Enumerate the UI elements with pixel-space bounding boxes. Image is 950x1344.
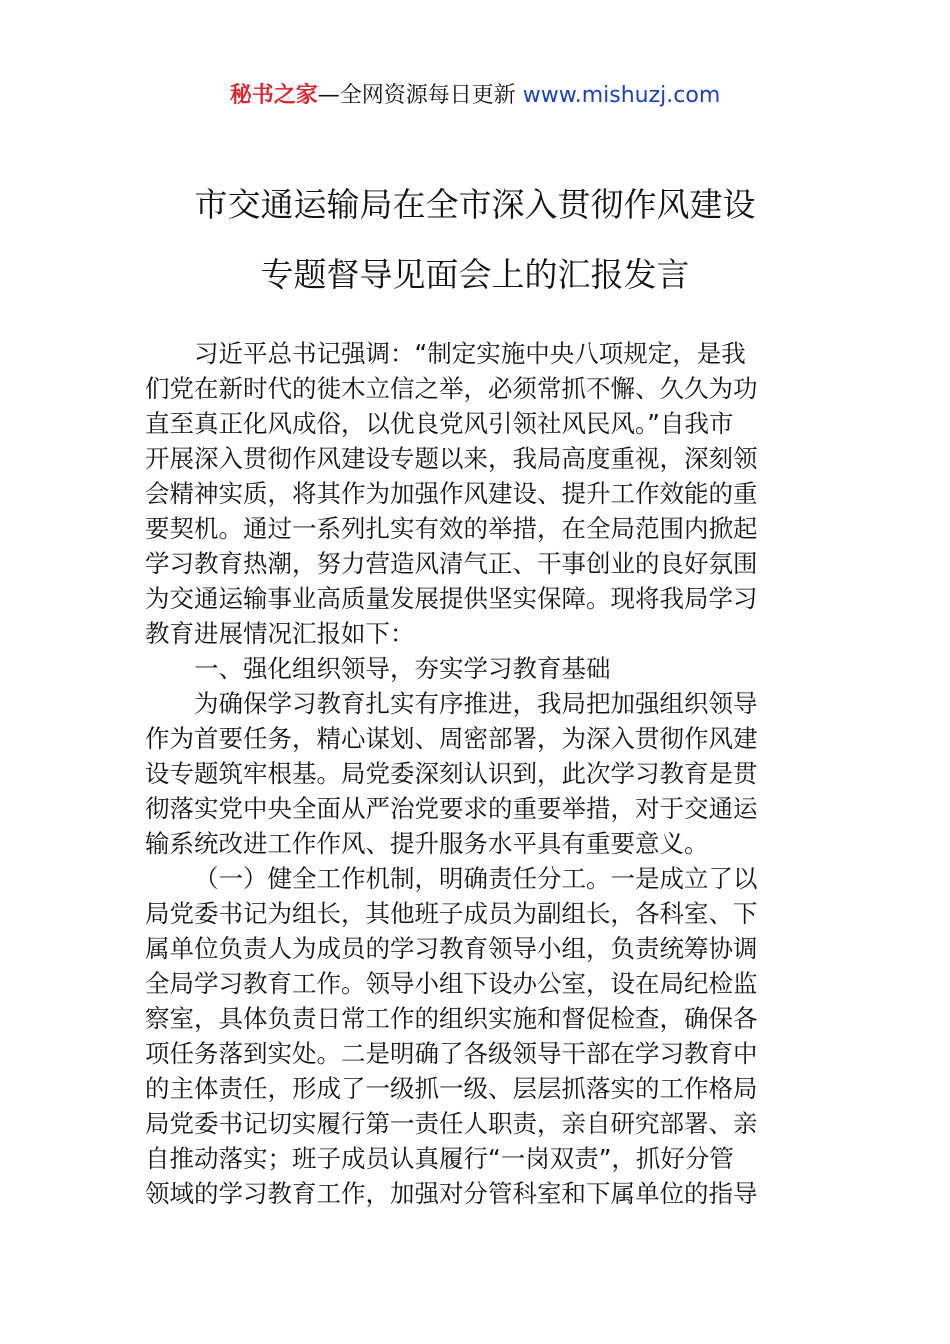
- paragraph-line: 领域的学习教育工作，加强对分管科室和下属单位的指导: [145, 1179, 758, 1208]
- paragraph-line: 要契机。通过一系列扎实有效的举措，在全局范围内掀起: [145, 514, 758, 543]
- paragraph-line: 属单位负责人为成员的学习教育领导小组，负责统筹协调: [145, 934, 758, 963]
- paragraph-line: 彻落实党中央全面从严治党要求的重要举措，对于交通运: [145, 794, 758, 823]
- site-url-link[interactable]: www.mishuzj.com: [522, 83, 721, 108]
- paragraph-line: 局党委书记为组长，其他班子成员为副组长，各科室、下: [145, 899, 758, 928]
- paragraph-line: 自推动落实；班子成员认真履行“一岗双责”，抓好分管: [145, 1144, 734, 1173]
- paragraph-line: （一）健全工作机制，明确责任分工。一是成立了以: [194, 864, 758, 893]
- paragraph-line: 们党在新时代的徙木立信之举，必须常抓不懈、久久为功: [145, 374, 758, 403]
- section-heading: 一、强化组织领导，夯实学习教育基础: [194, 654, 611, 683]
- document-title-line-1: 市交通运输局在全市深入贯彻作风建设: [194, 185, 756, 224]
- paragraph-line: 教育进展情况汇报如下：: [145, 619, 415, 648]
- paragraph-line: 全局学习教育工作。领导小组下设办公室，设在局纪检监: [145, 969, 758, 998]
- paragraph-line: 为交通运输事业高质量发展提供坚实保障。现将我局学习: [145, 584, 758, 613]
- paragraph-line: 习近平总书记强调：“制定实施中央八项规定，是我: [194, 339, 746, 368]
- site-brand: 秘书之家: [229, 83, 318, 108]
- paragraph-line: 设专题筑牢根基。局党委深刻认识到，此次学习教育是贯: [145, 759, 758, 788]
- paragraph-line: 为确保学习教育扎实有序推进，我局把加强组织领导: [194, 689, 758, 718]
- paragraph-line: 输系统改进工作作风、提升服务水平具有重要意义。: [145, 829, 709, 858]
- site-header: [0, 80, 950, 112]
- paragraph-line: 直至真正化风成俗，以优良党风引领社风民风。”自我市: [145, 409, 734, 438]
- paragraph-line: 项任务落到实处。二是明确了各级领导干部在学习教育中: [145, 1039, 758, 1068]
- paragraph-line: 会精神实质，将其作为加强作风建设、提升工作效能的重: [145, 479, 758, 508]
- site-tagline: —全网资源每日更新: [317, 83, 523, 108]
- paragraph-line: 的主体责任，形成了一级抓一级、层层抓落实的工作格局: [145, 1074, 758, 1103]
- paragraph-line: 察室，具体负责日常工作的组织实施和督促检查，确保各: [145, 1004, 758, 1033]
- paragraph-line: 作为首要任务，精心谋划、周密部署，为深入贯彻作风建: [145, 724, 758, 753]
- paragraph-line: 开展深入贯彻作风建设专题以来，我局高度重视，深刻领: [145, 444, 758, 473]
- paragraph-line: 学习教育热潮，努力营造风清气正、干事创业的良好氛围: [145, 549, 758, 578]
- paragraph-line: 局党委书记切实履行第一责任人职责，亲自研究部署、亲: [145, 1109, 758, 1138]
- document-title-line-2: 专题督导见面会上的汇报发言: [260, 255, 690, 294]
